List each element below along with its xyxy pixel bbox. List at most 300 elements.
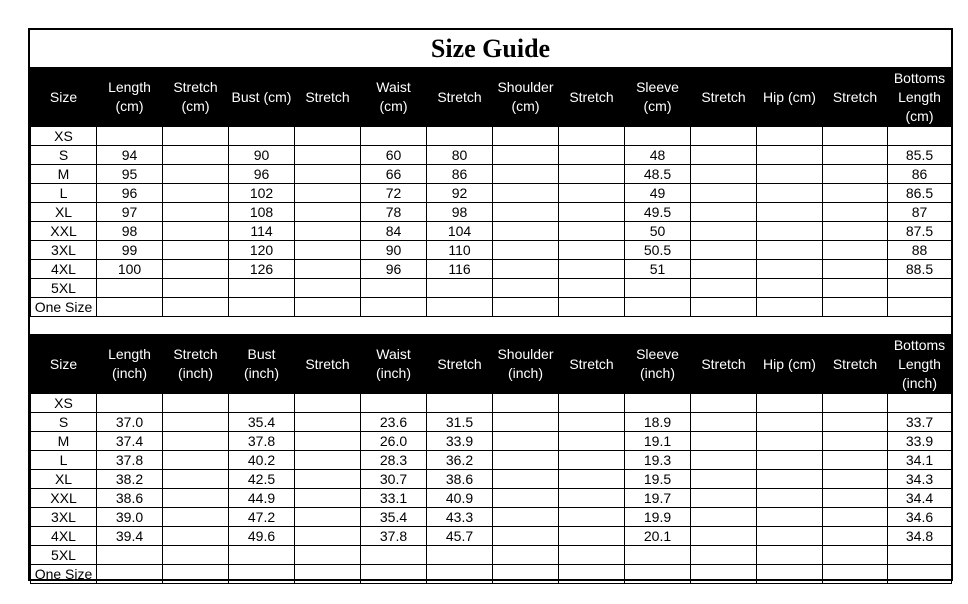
table-cell: 19.9 (625, 508, 691, 527)
table-cell (823, 279, 888, 298)
table-cell (823, 241, 888, 260)
table-cell (888, 565, 952, 584)
table-cell: 99 (97, 241, 163, 260)
table-cell: 50.5 (625, 241, 691, 260)
column-header: Size (31, 335, 97, 394)
table-row (31, 451, 952, 470)
table-row (31, 203, 952, 222)
table-cell (559, 413, 625, 432)
table-row (31, 432, 952, 451)
table-cell (163, 279, 229, 298)
table-cell (559, 489, 625, 508)
table-cell (691, 127, 757, 146)
table-cell (823, 565, 888, 584)
table-row (31, 527, 952, 546)
table-cell: 110 (427, 241, 493, 260)
table-row (31, 546, 952, 565)
table-cell (691, 432, 757, 451)
table-cell: 35.4 (361, 508, 427, 527)
table-cell (691, 451, 757, 470)
table-cell (295, 146, 361, 165)
table-cell (493, 413, 559, 432)
table-cell: 86 (427, 165, 493, 184)
table-cell: 92 (427, 184, 493, 203)
table-cell: 45.7 (427, 527, 493, 546)
table-cell (295, 546, 361, 565)
size-label: 4XL (31, 527, 97, 546)
table-cell (757, 260, 823, 279)
table-cell: 19.1 (625, 432, 691, 451)
table-cell (888, 127, 952, 146)
table-cell: 33.9 (888, 432, 952, 451)
table-cell (559, 241, 625, 260)
table-cell: 33.7 (888, 413, 952, 432)
size-label: 3XL (31, 241, 97, 260)
column-header: Stretch (559, 335, 625, 394)
table-cell: 98 (427, 203, 493, 222)
size-label: M (31, 165, 97, 184)
column-header: Sleeve (inch) (625, 335, 691, 394)
size-label: One Size (31, 298, 97, 317)
table-row (31, 565, 952, 584)
table-cell: 96 (361, 260, 427, 279)
table-cell (823, 527, 888, 546)
table-cell: 60 (361, 146, 427, 165)
table-cell (163, 222, 229, 241)
table-cell (427, 546, 493, 565)
table-cell (888, 546, 952, 565)
table-cell: 44.9 (229, 489, 295, 508)
size-label: 5XL (31, 279, 97, 298)
table-cell (823, 165, 888, 184)
table-cell: 37.8 (229, 432, 295, 451)
table-cell: 34.3 (888, 470, 952, 489)
table-cell: 104 (427, 222, 493, 241)
table-cell: 88 (888, 241, 952, 260)
table-row (31, 489, 952, 508)
size-label: S (31, 413, 97, 432)
table-cell: 50 (625, 222, 691, 241)
table-cell (295, 413, 361, 432)
table-cell (757, 165, 823, 184)
table-cell: 23.6 (361, 413, 427, 432)
table-cell: 38.6 (427, 470, 493, 489)
size-label: M (31, 432, 97, 451)
table-cell: 120 (229, 241, 295, 260)
table-cell: 35.4 (229, 413, 295, 432)
table-cell: 37.4 (97, 432, 163, 451)
column-header: Stretch (427, 335, 493, 394)
table-cell (493, 203, 559, 222)
table-cell (757, 527, 823, 546)
table-cell: 31.5 (427, 413, 493, 432)
table-cell: 114 (229, 222, 295, 241)
table-cell (823, 432, 888, 451)
table-cell: 80 (427, 146, 493, 165)
table-cell: 86 (888, 165, 952, 184)
table-cell (559, 470, 625, 489)
table-cell (823, 394, 888, 413)
table-cell (757, 241, 823, 260)
table-cell (163, 127, 229, 146)
table-cell: 34.8 (888, 527, 952, 546)
table-cell (229, 279, 295, 298)
column-header: Stretch (691, 68, 757, 127)
table-cell (493, 546, 559, 565)
table-cell (427, 279, 493, 298)
table-cell (757, 508, 823, 527)
size-label: XL (31, 203, 97, 222)
size-label: XS (31, 127, 97, 146)
table-cell (559, 222, 625, 241)
table-cell: 84 (361, 222, 427, 241)
table-cell (691, 413, 757, 432)
size-label: S (31, 146, 97, 165)
table-cell: 98 (97, 222, 163, 241)
table-cell (163, 184, 229, 203)
table-cell (163, 546, 229, 565)
table-cell: 72 (361, 184, 427, 203)
column-header: Shoulder (inch) (493, 335, 559, 394)
table-cell (625, 565, 691, 584)
table-cell (493, 260, 559, 279)
table-cell (295, 565, 361, 584)
size-guide-frame (28, 28, 953, 581)
size-label: 4XL (31, 260, 97, 279)
table-cell: 51 (625, 260, 691, 279)
table-cell (427, 565, 493, 584)
table-cell (295, 241, 361, 260)
table-cell (493, 451, 559, 470)
table-row (31, 394, 952, 413)
table-cell (295, 451, 361, 470)
table-cell (361, 565, 427, 584)
table-cell (757, 565, 823, 584)
table-cell: 18.9 (625, 413, 691, 432)
table-cell (493, 146, 559, 165)
table-cell (229, 394, 295, 413)
column-header: Stretch (823, 335, 888, 394)
table-cell: 102 (229, 184, 295, 203)
column-header: Shoulder (cm) (493, 68, 559, 127)
table-cell (559, 184, 625, 203)
table-cell: 49.6 (229, 527, 295, 546)
table-cell (295, 260, 361, 279)
column-header: Hip (cm) (757, 335, 823, 394)
size-table-cm (30, 67, 952, 317)
table-cell (493, 394, 559, 413)
table-cell: 37.8 (97, 451, 163, 470)
table-cell: 100 (97, 260, 163, 279)
column-header: Stretch (559, 68, 625, 127)
table-cell (625, 279, 691, 298)
table-cell (823, 222, 888, 241)
table-row (31, 165, 952, 184)
table-cell: 38.6 (97, 489, 163, 508)
table-cell (691, 394, 757, 413)
table-cell (361, 546, 427, 565)
table-cell (757, 222, 823, 241)
table-cell (295, 470, 361, 489)
table-cell (559, 260, 625, 279)
table-cell (163, 527, 229, 546)
column-header: Sleeve (cm) (625, 68, 691, 127)
table-cell: 28.3 (361, 451, 427, 470)
table-cell: 86.5 (888, 184, 952, 203)
table-cell (493, 222, 559, 241)
table-cell (493, 508, 559, 527)
table-cell: 19.5 (625, 470, 691, 489)
table-cell: 20.1 (625, 527, 691, 546)
table-cell: 108 (229, 203, 295, 222)
column-header: Hip (cm) (757, 68, 823, 127)
table-cell (163, 260, 229, 279)
table-cell (163, 565, 229, 584)
table-cell (559, 565, 625, 584)
table-cell (888, 279, 952, 298)
table-row (31, 260, 952, 279)
size-label: 5XL (31, 546, 97, 565)
table-cell (295, 489, 361, 508)
table-cell (229, 565, 295, 584)
table-cell (823, 470, 888, 489)
table-cell (757, 451, 823, 470)
table-cell (559, 432, 625, 451)
table-cell (163, 432, 229, 451)
table-cell: 49.5 (625, 203, 691, 222)
table-cell (823, 146, 888, 165)
table-cell: 87.5 (888, 222, 952, 241)
table-cell: 34.4 (888, 489, 952, 508)
table-cell (691, 184, 757, 203)
table-cell (823, 260, 888, 279)
table-cell: 66 (361, 165, 427, 184)
size-table-inch (30, 334, 952, 584)
table-cell: 34.1 (888, 451, 952, 470)
table-cell: 33.9 (427, 432, 493, 451)
table-row (31, 184, 952, 203)
table-cell (823, 508, 888, 527)
table-cell: 19.3 (625, 451, 691, 470)
column-header: Stretch (295, 68, 361, 127)
table-cell (163, 413, 229, 432)
table-cell (559, 127, 625, 146)
table-cell (559, 394, 625, 413)
table-cell: 34.6 (888, 508, 952, 527)
header-row (31, 68, 952, 127)
table-cell (757, 184, 823, 203)
table-cell (427, 127, 493, 146)
table-cell (361, 127, 427, 146)
page-title: Size Guide (430, 34, 551, 63)
table-cell (97, 279, 163, 298)
table-cell (427, 394, 493, 413)
table-cell: 47.2 (229, 508, 295, 527)
table-row (31, 146, 952, 165)
size-label: XS (31, 394, 97, 413)
size-label: L (31, 184, 97, 203)
table-row (31, 470, 952, 489)
table-cell (691, 470, 757, 489)
table-cell (559, 146, 625, 165)
column-header: Length (cm) (97, 68, 163, 127)
table-cell: 30.7 (361, 470, 427, 489)
table-cell: 19.7 (625, 489, 691, 508)
table-cell (823, 546, 888, 565)
table-cell (163, 489, 229, 508)
table-cell: 37.0 (97, 413, 163, 432)
table-cell (691, 241, 757, 260)
table-cell (625, 127, 691, 146)
table-cell (493, 527, 559, 546)
table-spacer (30, 314, 951, 334)
table-cell (823, 489, 888, 508)
table-cell (97, 127, 163, 146)
table-cell (823, 203, 888, 222)
table-cell: 87 (888, 203, 952, 222)
column-header: Bottoms Length (cm) (888, 68, 952, 127)
table-cell: 40.2 (229, 451, 295, 470)
size-label: XXL (31, 489, 97, 508)
header-row (31, 335, 952, 394)
table-cell: 49 (625, 184, 691, 203)
table-cell: 48 (625, 146, 691, 165)
table-cell (295, 165, 361, 184)
table-cell (163, 241, 229, 260)
table-cell (691, 279, 757, 298)
column-header: Stretch (295, 335, 361, 394)
column-header: Stretch (691, 335, 757, 394)
column-header: Length (inch) (97, 335, 163, 394)
size-label: XXL (31, 222, 97, 241)
table-cell (625, 394, 691, 413)
table-cell (163, 165, 229, 184)
table-cell (757, 432, 823, 451)
table-cell (295, 394, 361, 413)
table-cell: 78 (361, 203, 427, 222)
table-cell: 36.2 (427, 451, 493, 470)
table-cell: 94 (97, 146, 163, 165)
column-header: Waist (inch) (361, 335, 427, 394)
table-cell (757, 127, 823, 146)
table-cell: 96 (229, 165, 295, 184)
table-cell: 42.5 (229, 470, 295, 489)
table-cell: 90 (229, 146, 295, 165)
table-row (31, 127, 952, 146)
table-cell (823, 184, 888, 203)
table-cell (295, 432, 361, 451)
column-header: Bust (cm) (229, 68, 295, 127)
table-cell (559, 165, 625, 184)
table-cell: 37.8 (361, 527, 427, 546)
table-row (31, 508, 952, 527)
table-cell (559, 451, 625, 470)
table-cell (493, 470, 559, 489)
table-cell (493, 127, 559, 146)
table-cell (295, 508, 361, 527)
table-cell (757, 203, 823, 222)
table-cell (163, 146, 229, 165)
column-header: Bottoms Length (inch) (888, 335, 952, 394)
table-cell (691, 546, 757, 565)
table-cell: 88.5 (888, 260, 952, 279)
table-cell (163, 451, 229, 470)
table-cell (163, 394, 229, 413)
table-cell (691, 165, 757, 184)
table-cell: 95 (97, 165, 163, 184)
table-cell (493, 432, 559, 451)
table-cell (691, 489, 757, 508)
table-cell (229, 546, 295, 565)
table-cell (493, 565, 559, 584)
table-cell (757, 279, 823, 298)
table-cell (559, 546, 625, 565)
table-cell (559, 527, 625, 546)
table-cell: 39.4 (97, 527, 163, 546)
table-cell: 85.5 (888, 146, 952, 165)
table-cell (295, 222, 361, 241)
table-cell: 48.5 (625, 165, 691, 184)
table-cell (691, 203, 757, 222)
column-header: Stretch (427, 68, 493, 127)
table-cell (97, 565, 163, 584)
table-cell (493, 165, 559, 184)
table-cell (823, 413, 888, 432)
table-cell (691, 260, 757, 279)
size-label: XL (31, 470, 97, 489)
table-cell (757, 470, 823, 489)
table-cell: 40.9 (427, 489, 493, 508)
table-cell (97, 394, 163, 413)
table-cell (295, 279, 361, 298)
table-cell: 33.1 (361, 489, 427, 508)
table-cell (559, 279, 625, 298)
table-cell (691, 222, 757, 241)
table-cell (295, 203, 361, 222)
table-cell (888, 394, 952, 413)
table-cell (559, 203, 625, 222)
table-cell (97, 546, 163, 565)
table-cell: 90 (361, 241, 427, 260)
column-header: Bust (inch) (229, 335, 295, 394)
table-cell (361, 279, 427, 298)
table-cell (163, 203, 229, 222)
table-row (31, 413, 952, 432)
table-cell: 96 (97, 184, 163, 203)
column-header: Waist (cm) (361, 68, 427, 127)
table-cell (493, 241, 559, 260)
table-cell: 38.2 (97, 470, 163, 489)
table-cell (691, 527, 757, 546)
table-cell (823, 127, 888, 146)
table-cell (493, 489, 559, 508)
table-row (31, 241, 952, 260)
table-cell (493, 279, 559, 298)
table-row (31, 222, 952, 241)
table-cell (295, 527, 361, 546)
table-cell: 26.0 (361, 432, 427, 451)
table-cell (295, 127, 361, 146)
column-header: Stretch (cm) (163, 68, 229, 127)
table-cell (361, 394, 427, 413)
table-cell (625, 546, 691, 565)
table-cell (757, 394, 823, 413)
table-row (31, 279, 952, 298)
column-header: Stretch (inch) (163, 335, 229, 394)
size-label: One Size (31, 565, 97, 584)
table-cell: 116 (427, 260, 493, 279)
table-cell (493, 184, 559, 203)
